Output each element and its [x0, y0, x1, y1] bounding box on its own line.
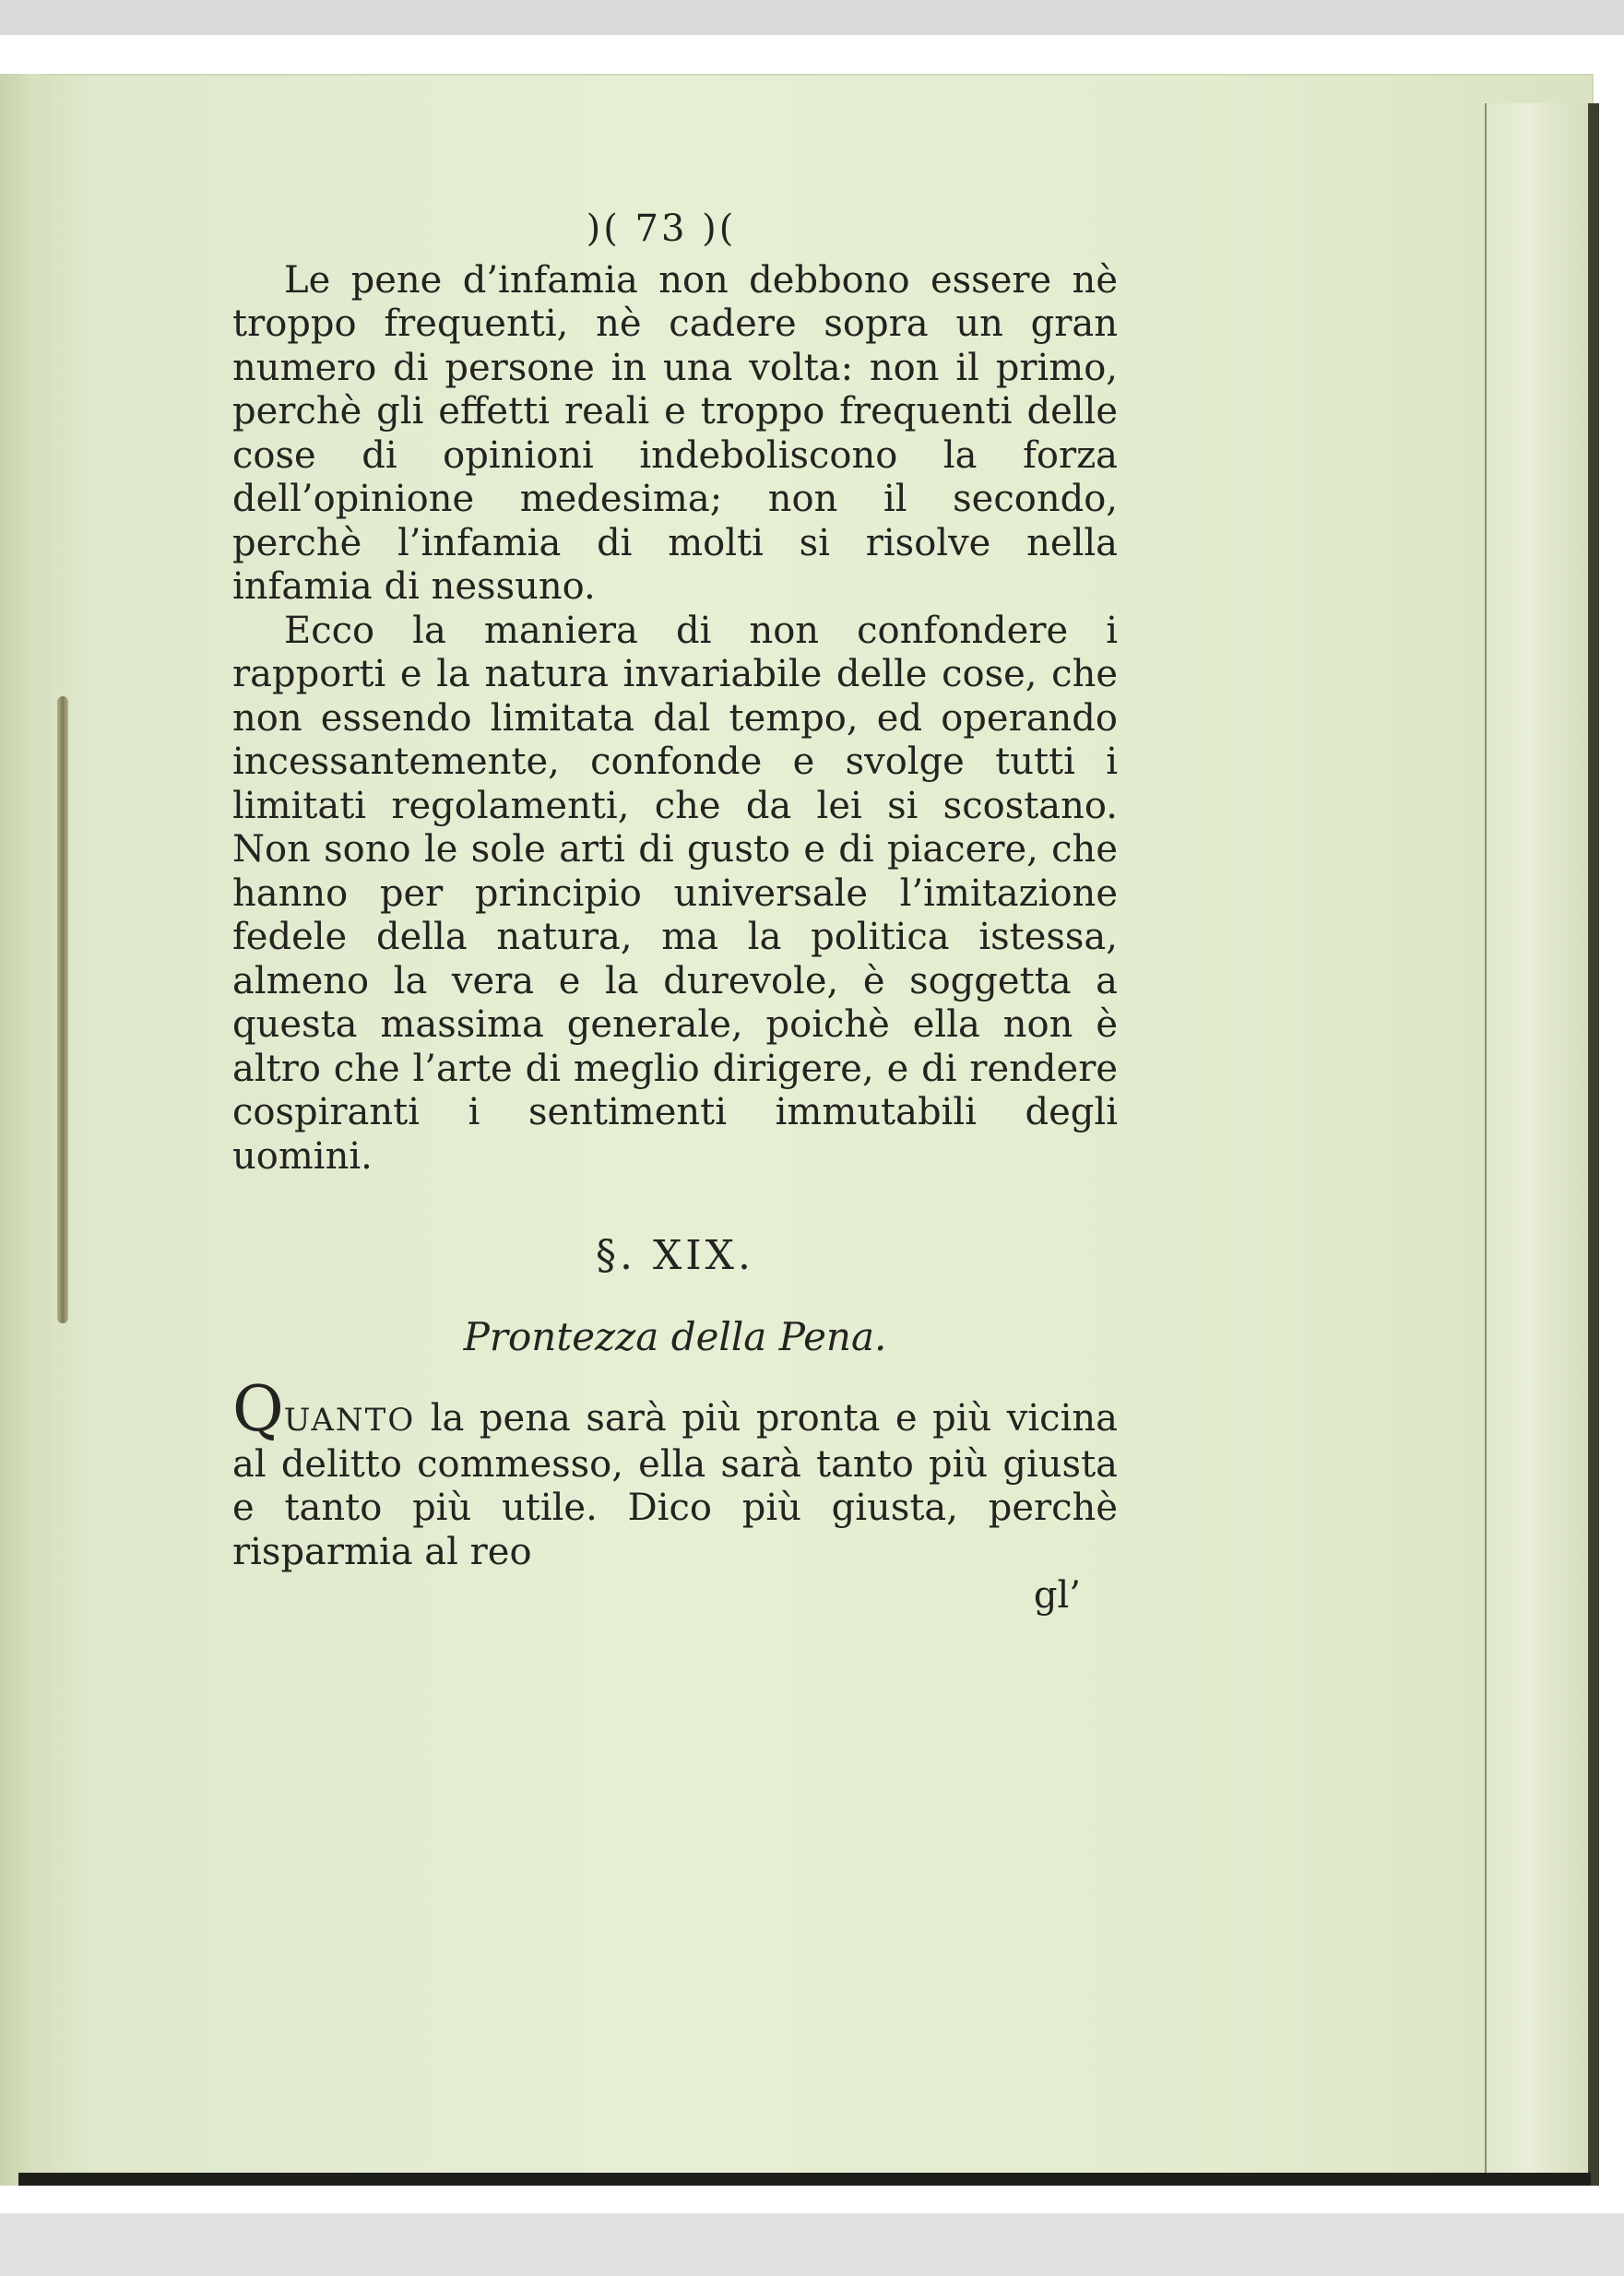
- page-number-header: )( 73 )(: [586, 207, 737, 250]
- section-title: Prontezza della Pena.: [463, 1313, 887, 1359]
- section-number: §. XIX.: [596, 1232, 754, 1279]
- book-edge: [1588, 103, 1599, 2186]
- scan-top-margin: [0, 0, 1624, 35]
- scan-bottom-margin: [0, 2213, 1624, 2276]
- book-bottom-edge: [18, 2173, 1591, 2186]
- drop-capital: Q: [232, 1373, 284, 1446]
- small-caps-word: UANTO: [283, 1402, 416, 1439]
- paragraph-promptness: [232, 1373, 1118, 1574]
- paragraph-infamy-penalties: Le pene d’infamia non debbono essere nè troppo frequenti, nè cadere sopra un gran numero di persone in una volta: non il primo, perchè gli effetti reali e troppo frequenti delle cose di opinioni indeboliscono la forza dell’opinione medesima; non il secondo, perchè l’infamia di molti si risolve nella infamia di nessuno.: [232, 258, 1118, 608]
- page-fore-edge: [1485, 103, 1593, 2186]
- binding-thread: [57, 696, 68, 1323]
- paragraph-promptness-text: la pena sarà più pronta e più vicina al delitto commesso, ella sarà tanto più giusta e tanto più utile. Dico più giusta, perchè risparmia al reo: [232, 1397, 1118, 1573]
- gutter-shadow: [0, 74, 55, 2186]
- catchword: gl’: [1033, 1574, 1081, 1617]
- page-text-block: [232, 207, 1118, 1618]
- paragraph-nature-of-things: Ecco la maniera di non confondere i rapporti e la natura invariabile delle cose, che non essendo limitata dal tempo, ed operando incessantemente, confonde e svolge tutti i limitati regolamenti, che da lei si scostano. Non sono le sole arti di gusto e di piacere, che hanno per principio universale l’imitazione fedele della natura, ma la politica istessa, almeno la vera e la durevole, è soggetta a questa massima generale, poichè ella non è altro che l’arte di meglio dirigere, e di rendere cospiranti i sentimenti immutabili degli uomini.: [232, 609, 1118, 1178]
